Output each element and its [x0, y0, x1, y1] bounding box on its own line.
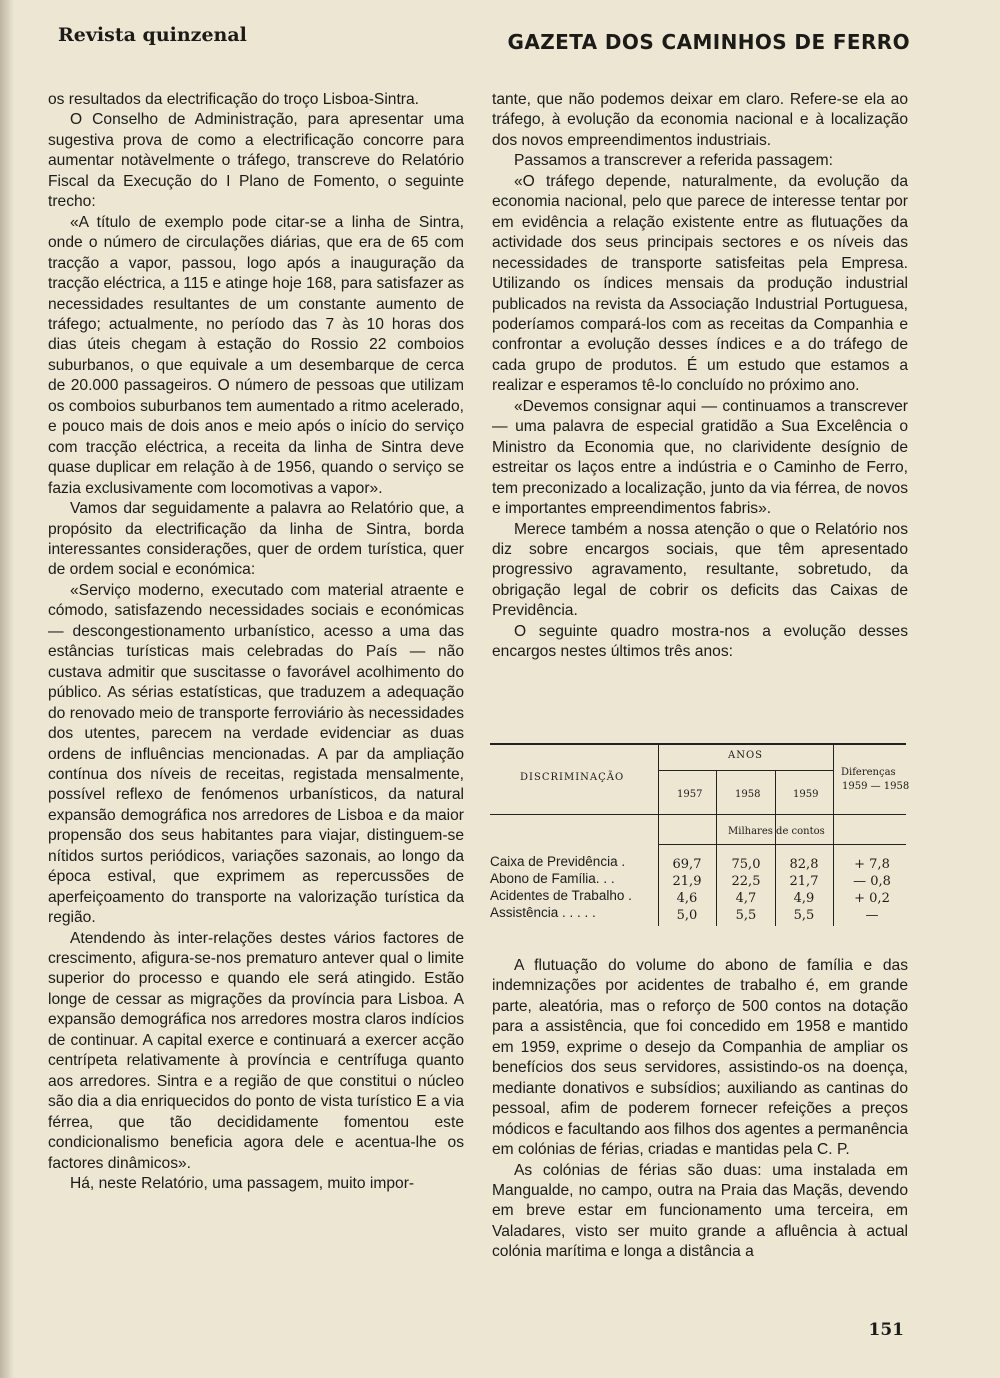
cell-1957: 5,0 — [676, 908, 698, 923]
left-column — [48, 90, 464, 1194]
cell-1957: 4,6 — [676, 891, 698, 906]
table-rule — [658, 844, 906, 845]
cell-diff: — 0,8 — [853, 874, 891, 889]
cell-diff: + 7,8 — [854, 857, 890, 872]
social-charges-table — [490, 740, 910, 926]
row-label: Abono de Família. . . — [490, 871, 615, 886]
magazine-title: GAZETA DOS CAMINHOS DE FERRO — [507, 30, 910, 54]
cell-1958: 4,7 — [735, 891, 757, 906]
row-label: Caixa de Previdência . — [490, 854, 626, 869]
paragraph: Merece também a nossa atenção o que o Relatório nos diz sobre encargos sociais, que têm apresentado progressivo agravamento, resultante, sobretudo, da obrigação legal de cobrir os deficits das Caixas de Previdência. — [492, 520, 908, 620]
cell-1957: 21,9 — [672, 874, 702, 889]
right-column-bottom — [492, 956, 908, 1263]
cell-1958: 75,0 — [731, 857, 761, 872]
paragraph: «Devemos consignar aqui — continuamos a transcrever — uma palavra de especial gratidão a Sua Excelência o Ministro da Economia que, no clarividente desígnio de estreitar os laços entre a indústria e o Caminho de Ferro, tem preconizado a localização, junto da via férrea, de novos e importantes empreendimentos fabris». — [492, 397, 908, 518]
page-number: 151 — [868, 1320, 904, 1340]
paragraph: A flutuação do volume do abono de família e das indemnizações por acidentes de trabalho é, em grande parte, aleatória, mas o reforço de 500 contos na dotação para a assistência, que foi concedido em 1958 e mantido em 1959, exprime o desejo da Companhia de ampliar os benefícios dos seus servidores, assistindo-os na doença, mediante donativos e subsídios; auxiliando as cantinas do pessoal, afim de poderem fornecer refeições a preços módicos e facultando aos filhos dos agentes a permanência em colónias de férias, criadas e mantidas pela C. P. — [492, 957, 908, 1159]
right-column-top — [492, 90, 908, 663]
paragraph: Há, neste Relatório, uma passagem, muito impor- — [70, 1175, 415, 1193]
cell-diff: + 0,2 — [854, 891, 890, 906]
paragraph: os resultados da electrificação do troço Lisboa-Sintra. — [48, 91, 419, 108]
magazine-periodicity: Revista quinzenal — [58, 24, 247, 46]
unit-label: Milhares de contos — [728, 826, 825, 837]
header-anos: ANOS — [728, 750, 764, 761]
paragraph: Vamos dar seguidamente a palavra ao Relatório que, a propósito da electrificação da linha de Sintra, borda interessantes considerações, quer de ordem turística, quer de ordem social e económica: — [48, 500, 464, 579]
header-diferencas: Diferenças — [841, 767, 896, 778]
table-rule — [490, 743, 906, 745]
cell-1959: 5,5 — [793, 908, 815, 923]
row-label: Assistência . . . . . — [490, 905, 596, 920]
table-rule — [658, 770, 833, 771]
cell-1957: 69,7 — [672, 857, 702, 872]
paragraph: tante, que não podemos deixar em claro. Refere-se ela ao tráfego, à evolução da economia nacional e à localização dos novos empreendimentos industriais. — [492, 91, 908, 149]
paragraph: «O tráfego depende, naturalmente, da evolução da economia nacional, pelo que parece de interesse tentar por em evidência a relação existente entre as flutuações da actividade dos seus principais sectores e os níveis das necessidades de transporte satisfeitas pela Empresa. Utilizando os índices mensais da produção industrial publicados na revista da Associação Industrial Portuguesa, poderíamos compará-los com as receitas da Companhia e confrontar a evolução desses índices e a do tráfego de cada grupo de produtos. É um estudo que estamos a realizar e esperamos tê-lo concluído no próximo ano. — [492, 172, 908, 395]
cell-1958: 5,5 — [735, 908, 757, 923]
paragraph: «Serviço moderno, executado com material atraente e cómodo, satisfazendo necessidades sociais e económicas — descongestionamento urbanístico, acesso a uma das estâncias turísticas mais celebradas do País — não custava admitir que suscitasse o favorável acolhimento do público. As sérias estatísticas, que traduzem a adequação do renovado meio de transporte ferroviário às necessidades dos utentes, parecem na verdade evidenciar as duas ordens de influências mencionadas. A par da ampliação contínua dos níveis de receitas, registada mensalmente, possível reflexo de fenómenos urbanísticos, da natural expansão demográfica nos arredores de Lisboa e da maior propensão dos seus habitantes para viajar, distinguem-se nítidos surtos periódicos, variações sazonais, ao longo da época estival, que exprimem as repercussões de aperfeiçoamento do transporte na valorização turística da região. — [48, 581, 464, 927]
paragraph: Atendendo às inter-relações destes vários factores de crescimento, afigura-se-nos prematuro antever qual o limite superior do processo e quando ele será atingido. Estão longe de cessar as migrações da província para Lisboa. A expansão demográfica nos arredores mostra claros indícios de continuar. A capital exerce e continuará a exercer acção centrípeta relativamente à província e centrífuga quanto aos arredores. Sintra e a região de que constitui o núcleo são dia a dia enriquecidos do ponto de vista turístico E a via férrea, que tão decididamente fomentou este condicionalismo beneficia agora dele e acentua-lhe os factores dinâmicos». — [48, 929, 464, 1172]
header-year: 1958 — [735, 789, 761, 800]
cell-1959: 4,9 — [793, 891, 815, 906]
paragraph: As colónias de férias são duas: uma instalada em Mangualde, no campo, outra na Praia das Maçãs, devendo em breve estar em funcionamento uma terceira, em Valadares, visto ser muito grande a afluência à actual colónia marítima e longa a distância a — [492, 1161, 908, 1261]
row-label: Acidentes de Trabalho . — [490, 888, 632, 903]
header-diferencas-years: 1959 — 1958 — [842, 781, 910, 792]
cell-diff: — — [865, 908, 879, 923]
cell-1959: 82,8 — [789, 857, 819, 872]
page-edge — [0, 0, 14, 1378]
paragraph: «A título de exemplo pode citar-se a linha de Sintra, onde o número de circulações diárias, que era de 65 com tracção a vapor, passou, logo após a inauguração da tracção eléctrica, a 115 e atinge hoje 168, para satisfazer as necessidades resultantes de um constante aumento de tráfego; actualmente, no período das 7 às 10 horas dos dias úteis chegam à estação do Rossio 22 comboios suburbanos, o que equivale a um desembarque de cerca de 20.000 passageiros. O número de pessoas que utilizam os comboios suburbanos tem aumentado a ritmo acelerado, e pouco mais de dois anos e meio após o início do serviço com tracção eléctrica, a receita da linha de Sintra deve quase duplicar em relação à de 1956, quando o serviço se fazia exclusivamente com locomotivas a vapor». — [48, 213, 464, 497]
header-discriminacao: DISCRIMINAÇÃO — [520, 772, 625, 783]
cell-1959: 21,7 — [789, 874, 819, 889]
paragraph: Passamos a transcrever a referida passagem: — [514, 152, 833, 170]
table-rule — [490, 814, 906, 815]
paragraph: O seguinte quadro mostra-nos a evolução desses encargos nestes últimos três anos: — [492, 622, 908, 661]
header-year: 1959 — [793, 789, 819, 800]
paragraph: O Conselho de Administração, para apresentar uma sugestiva prova de como a electrificação concorre para aumentar notàvelmente o tráfego, transcreve do Relatório Fiscal da Execução do I Plano de Fomento, o seguinte trecho: — [48, 111, 464, 211]
cell-1958: 22,5 — [731, 874, 761, 889]
header-year: 1957 — [677, 789, 703, 800]
